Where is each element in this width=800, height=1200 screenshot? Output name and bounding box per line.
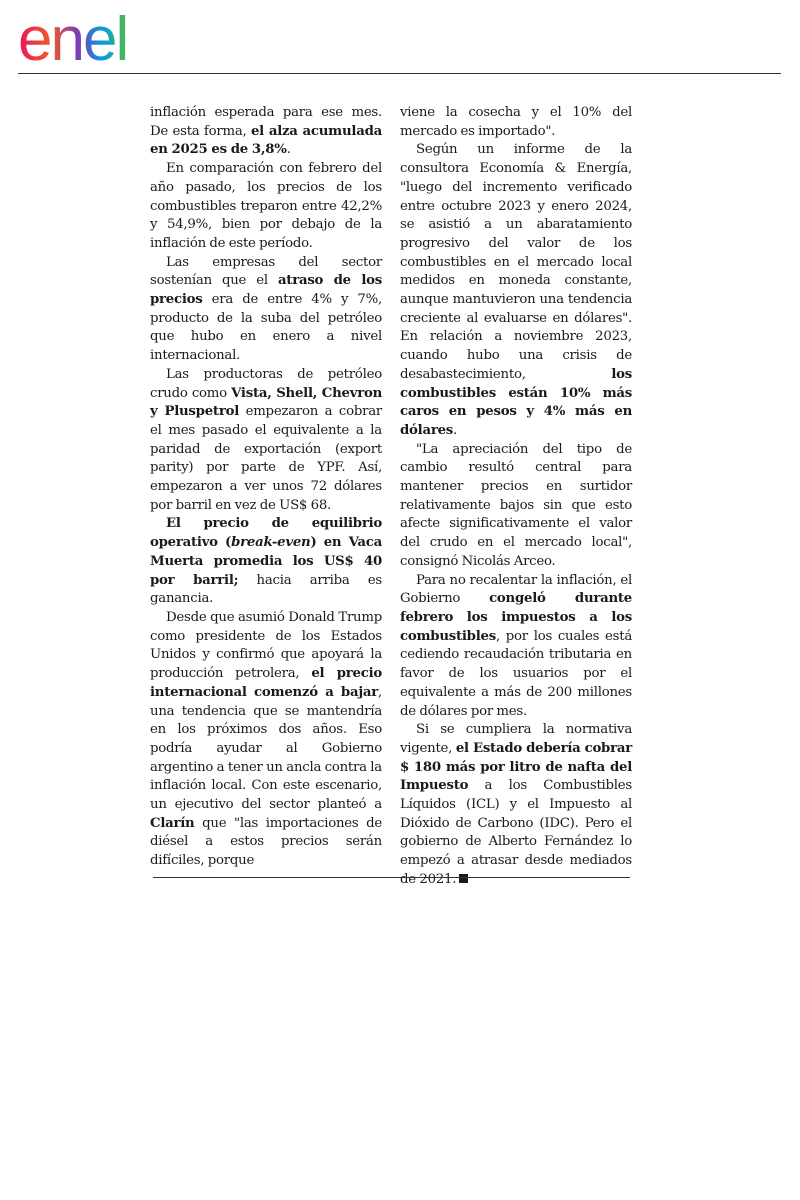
article-column-right [400, 104, 632, 890]
footer-divider [153, 877, 630, 878]
end-of-article-mark [459, 874, 468, 883]
article-column-left [150, 104, 382, 871]
paragraph: "La apreciación del tipo de cambio resultó central para mantener precios en surtidor relativamente bajos sin que esto afecte significativamente el valor del crudo en el mercado local", consignó Nicolás Arceo. [400, 441, 632, 569]
paragraph: inflación esperada para ese mes. De esta forma, el alza acumulada en 2025 es de 3,8%. [150, 105, 382, 158]
paragraph: Según un informe de la consultora Economía & Energía, "luego del incremento verificado entre octubre 2023 y enero 2024, se asistió a un abaratamiento progresivo del valor de los combustibles en el mercado local medidos en moneda constante, aunque mantuvieron una tendencia creciente al evaluarse en dólares". En relación a noviembre 2023, cuando hubo una crisis de desabastecimiento, los combustibles están 10% más caros en pesos y 4% más en dólares. [400, 142, 632, 438]
enel-logo [18, 8, 168, 68]
paragraph: Si se cumpliera la normativa vigente, el Estado debería cobrar $ 180 más por litro de nafta del Impuesto a los Combustibles Líquidos (ICL) y el Impuesto al Dióxido de Carbono (IDC). Pero el gobierno de Alberto Fernández lo empezó a atrasar desde mediados de 2021. [400, 722, 632, 887]
paragraph: En comparación con febrero del año pasado, los precios de los combustibles treparon entre 42,2% y 54,9%, bien por debajo de la inflación de este período. [150, 161, 382, 251]
paragraph: viene la cosecha y el 10% del mercado es importado". [400, 105, 632, 139]
paragraph: Las productoras de petróleo crudo como Vista, Shell, Chevron y Pluspetrol empezaron a cobrar el mes pasado el equivalente a la paridad de exportación (export parity) por parte de YPF. Así, empezaron a ver unos 72 dólares por barril en vez de US$ 68. [150, 366, 382, 513]
paragraph: Las empresas del sector sostenían que el atraso de los precios era de entre 4% y 7%, producto de la suba del petróleo que hubo en enero a nivel internacional. [150, 254, 383, 364]
paragraph: Desde que asumió Donald Trump como presidente de los Estados Unidos y confirmó que apoyará la producción petrolera, el precio internacional comenzó a bajar, una tendencia que se mantendría en los próximos dos años. Eso podría ayudar al Gobierno argentino a tener un ancla contra la inflación local. Con este escenario, un ejecutivo del sector planteó a Clarín que "las importaciones de diésel a estos precios serán difíciles, porque [150, 609, 382, 869]
paragraph: El precio de equilibrio operativo (break-even) en Vaca Muerta promedia los US$ 40 por barril; hacia arriba es ganancia. [150, 516, 382, 607]
paragraph: Para no recalentar la inflación, el Gobierno congeló durante febrero los impuestos a los combustibles, por los cuales está cediendo recaudación tributaria en favor de los usuarios por el equivalente a más de 200 millones de dólares por mes. [400, 572, 632, 719]
header-divider [18, 73, 781, 74]
enel-logo-text: enel [18, 8, 128, 68]
